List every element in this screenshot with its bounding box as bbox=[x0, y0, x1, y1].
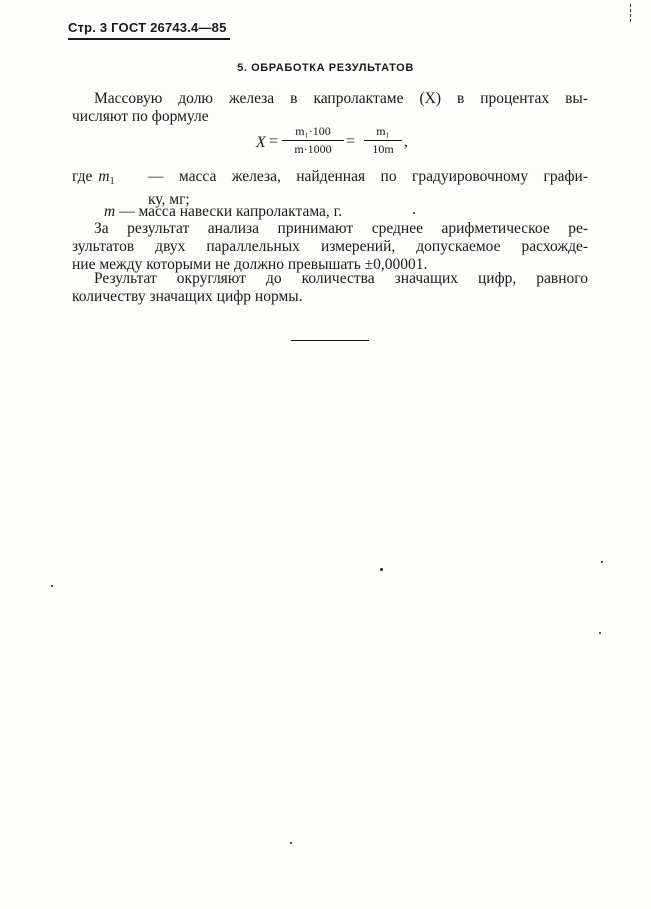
result-line-2: зультатов двух параллельных измерений, допускаемое расхожде- bbox=[72, 238, 588, 255]
definition-m1-line-1: — масса железа, найденная по градуировочному графи- bbox=[148, 168, 588, 185]
symbol-m: m bbox=[104, 203, 116, 220]
scan-speck bbox=[380, 568, 383, 571]
formula-comma: , bbox=[404, 133, 408, 150]
intro-line-1: Массовую долю железа в капролактаме (X) в процентах вы- bbox=[94, 90, 588, 107]
rounding-line-2: количеству значащих цифр нормы. bbox=[72, 288, 303, 305]
section-title: 5. ОБРАБОТКА РЕЗУЛЬТАТОВ bbox=[237, 62, 414, 74]
end-of-text-rule bbox=[291, 340, 369, 341]
fraction-2-denominator: 10m bbox=[372, 142, 394, 156]
definition-m1-line-2: ку, мг; bbox=[148, 191, 190, 208]
margin-mark bbox=[630, 4, 633, 22]
formula-fraction-2 bbox=[364, 124, 402, 157]
scan-speck bbox=[290, 842, 292, 844]
result-line-1: За результат анализа принимают среднее арифметическое ре- bbox=[94, 220, 588, 237]
scan-speck bbox=[413, 212, 415, 214]
intro-line-2: числяют по формуле bbox=[72, 108, 209, 125]
scan-speck bbox=[599, 632, 601, 634]
formula-fraction-1 bbox=[282, 124, 344, 157]
page-header: Стр. 3 ГОСТ 26743.4—85 bbox=[68, 20, 227, 35]
formula-equals-1: = bbox=[269, 133, 279, 150]
iron-fraction-formula bbox=[256, 124, 426, 164]
formula-equals-2: = bbox=[346, 133, 356, 150]
result-line-3: ние между которыми не должно превышать ±0,00001. bbox=[72, 256, 428, 273]
scan-speck bbox=[601, 561, 603, 563]
symbol-m1: $m_1$ bbox=[98, 168, 115, 187]
scan-speck bbox=[51, 585, 53, 587]
fraction-1-numerator: m₁·100 bbox=[295, 124, 331, 138]
definition-where: где bbox=[72, 168, 93, 185]
definition-m-text: — масса навески капролактама, г. bbox=[119, 203, 343, 220]
header-underline bbox=[68, 38, 230, 40]
rounding-line-1: Результат округляют до количества значащих цифр, равного bbox=[94, 270, 588, 287]
definition-m bbox=[104, 203, 342, 221]
fraction-2-numerator: m₁ bbox=[376, 124, 390, 138]
formula-lhs: X bbox=[256, 134, 266, 151]
fraction-1-denominator: m·1000 bbox=[294, 142, 332, 156]
